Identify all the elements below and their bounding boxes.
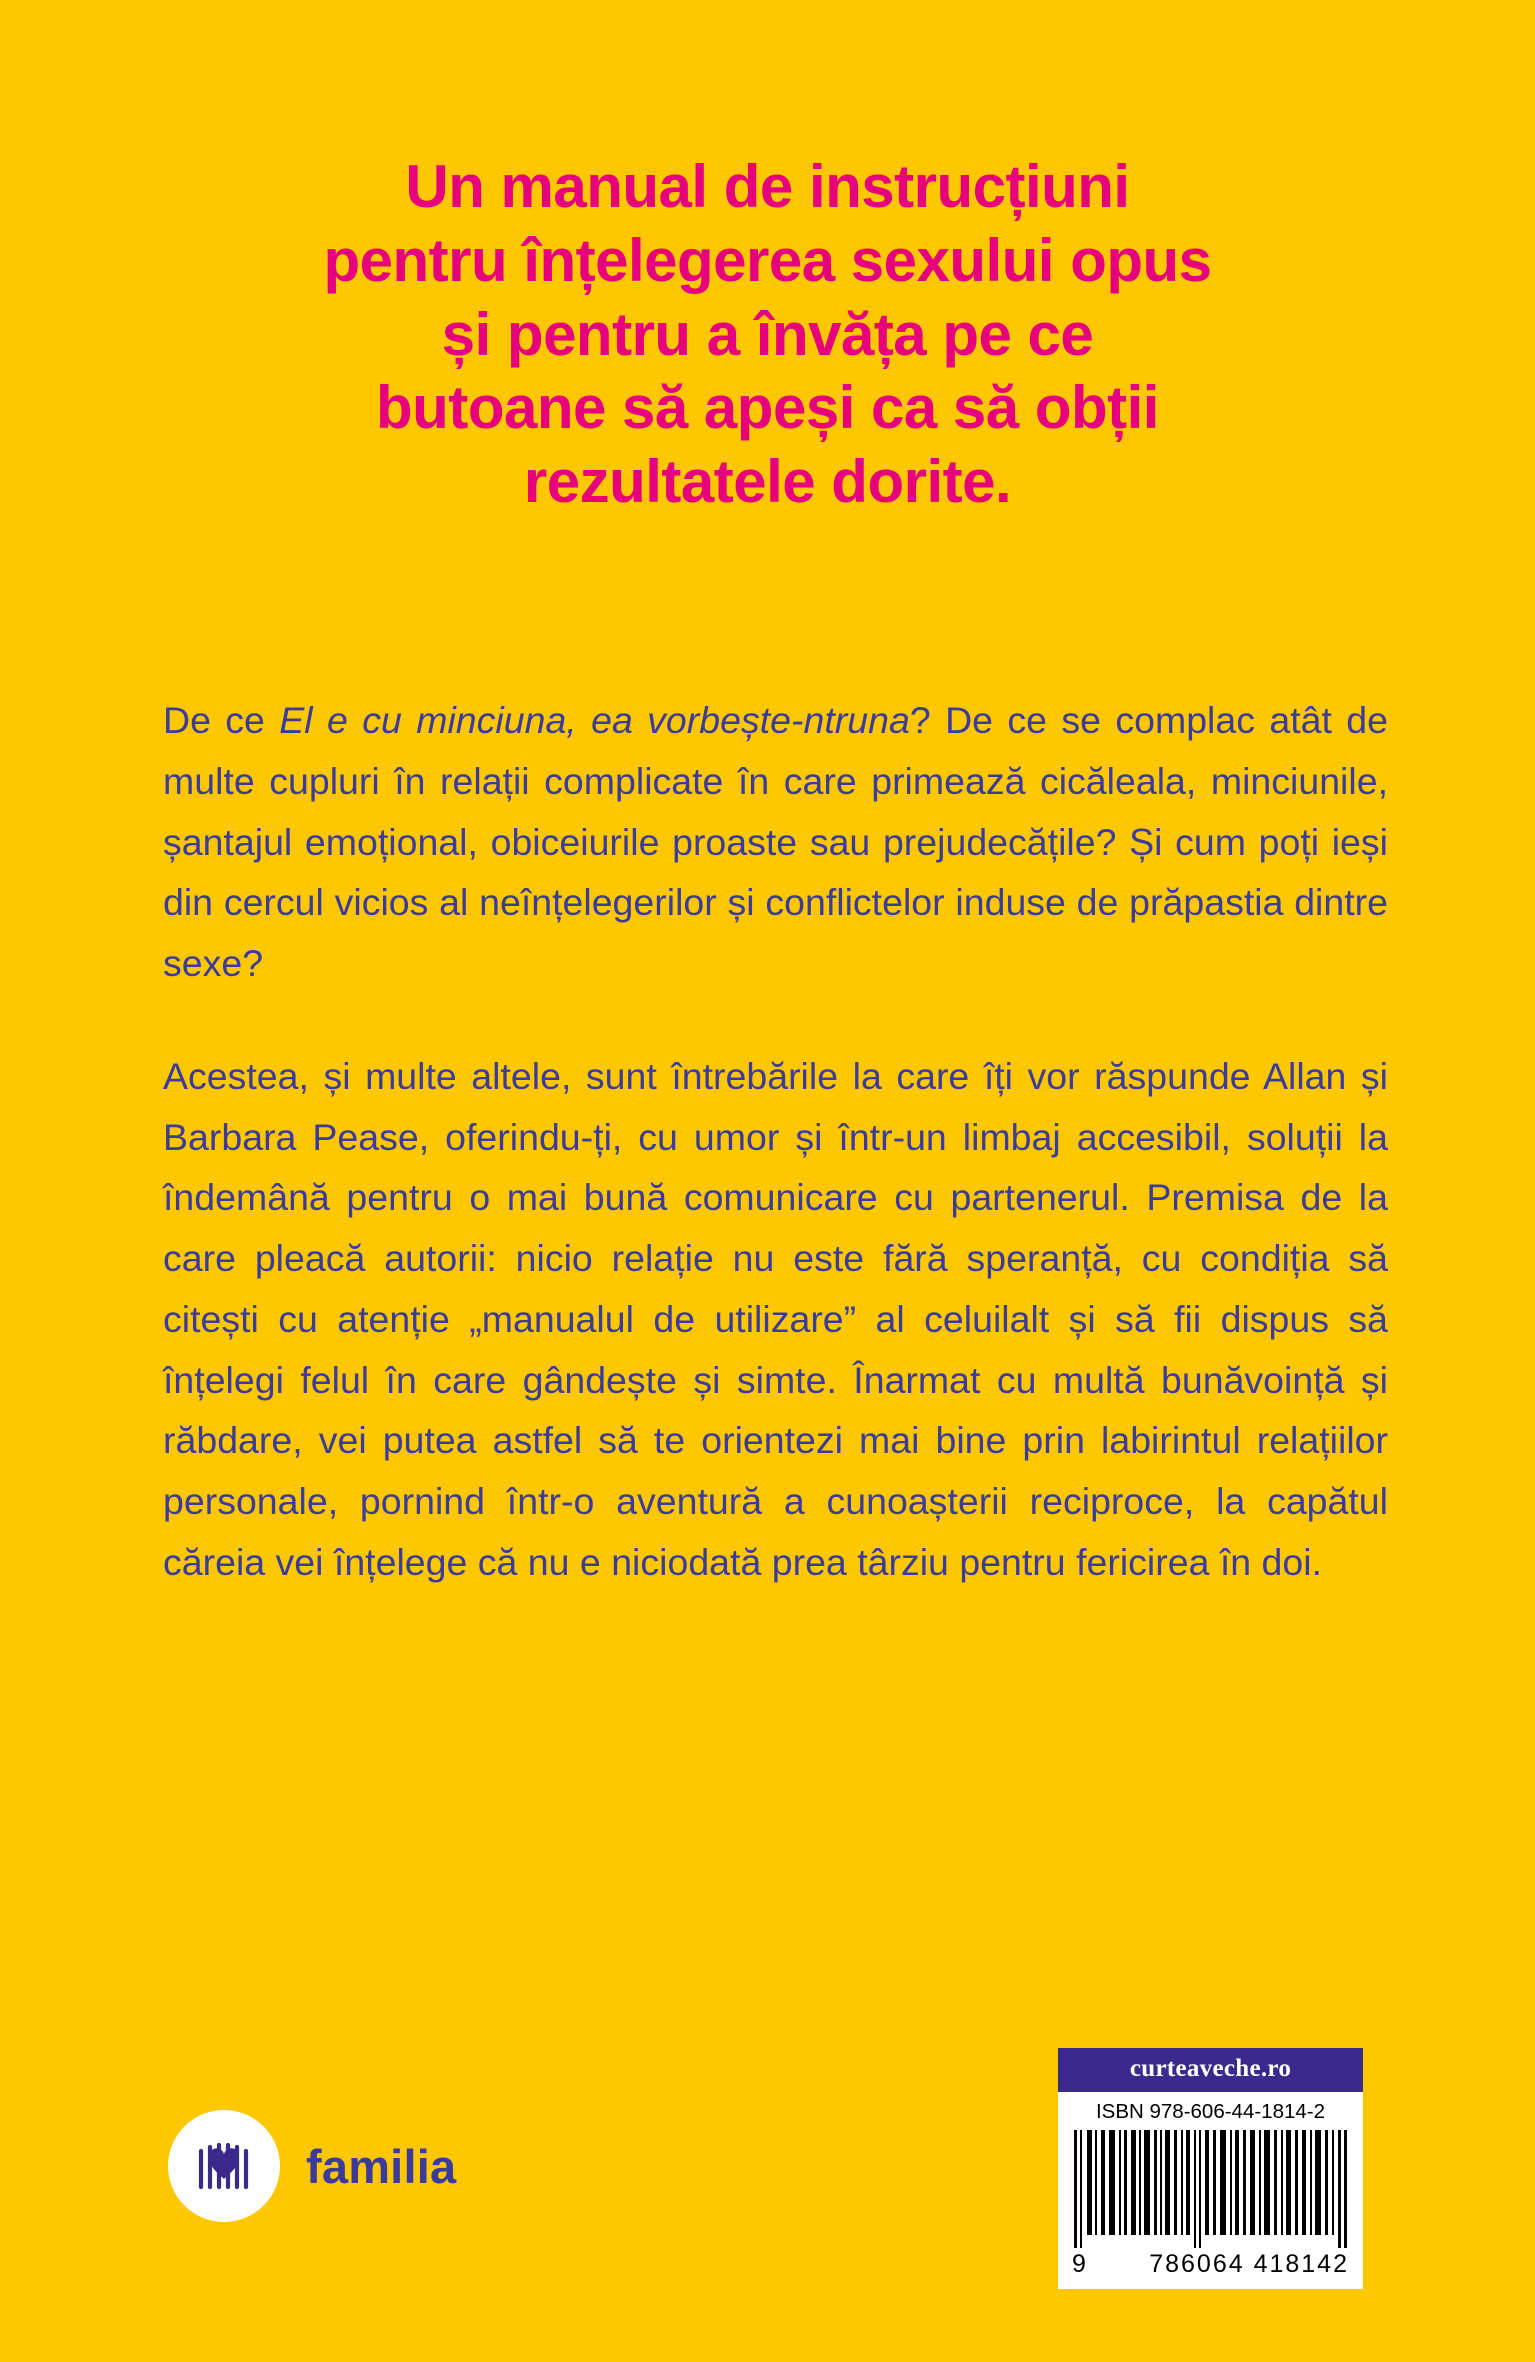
blurb-text [163,690,1388,1593]
imprint-logo [168,2110,456,2222]
blurb-p1-rest: ? De ce se complac atât de multe cupluri în relații complicate în care primează cicăleala, minciunile, șantajul emoțional, obiceiurile proaste sau prejudecățile? Și cum poți ieși din cercul vicios al neînțelegerilor și conflictelor induse de prăpastia dintre sexe? [163,699,1388,984]
barcode-digits [1058,2248,1363,2279]
imprint-mark [168,2110,280,2222]
barcode-digit-prefix: 9 [1072,2250,1088,2278]
headline-line-4: butoane să apeși ca să obții [376,374,1159,442]
headline-line-1: Un manual de instrucțiuni [405,153,1130,220]
imprint-name: familia [306,2139,457,2193]
headline-line-2: pentru înțelegerea sexului opus [323,226,1212,294]
headline-line-5: rezultatele dorite. [523,448,1012,516]
blurb-paragraph-2: Acestea, și multe altele, sunt întrebările la care îți vor răspunde Allan și Barbara Pease, oferindu-ți, cu umor și într-un limbaj accesibil, soluții la îndemână pentru o mai bună comunicare cu partenerul. Premisa de la care pleacă autorii: nicio relație nu este fără speranță, cu condiția să citești cu atenție „manualul de utilizare” al celuilalt și să fii dispus să înțelegi felul în care gândește și simte. Înarmat cu multă bunăvoință și răbdare, vei putea astfel să te orientezi mai bine prin labirintul relațiilor personale, pornind într-o aventură a cunoașterii reciproce, la capătul căreia vei înțelege că nu e niciodată prea târziu pentru fericirea în doi. [163,1054,1388,1583]
barcode-bars [1074,2130,1347,2248]
headline-line-3: și pentru a învăța pe ce [441,300,1094,368]
page-headline [0,150,1535,519]
barcode-digit-body: 786064 418142 [1149,2250,1349,2278]
publisher-url: curteaveche.ro [1058,2048,1363,2092]
blurb-p1-lead: De ce [163,699,280,741]
blurb-paragraph-1 [163,690,1388,994]
book-title-italic: El e cu minciuna, ea vorbește-ntruna [279,699,910,741]
barcode-block [1058,2048,1363,2289]
heart-lines-icon [187,2129,261,2203]
heart-shape [209,2148,239,2179]
isbn-text: ISBN 978-606-44-1814-2 [1095,2100,1326,2123]
